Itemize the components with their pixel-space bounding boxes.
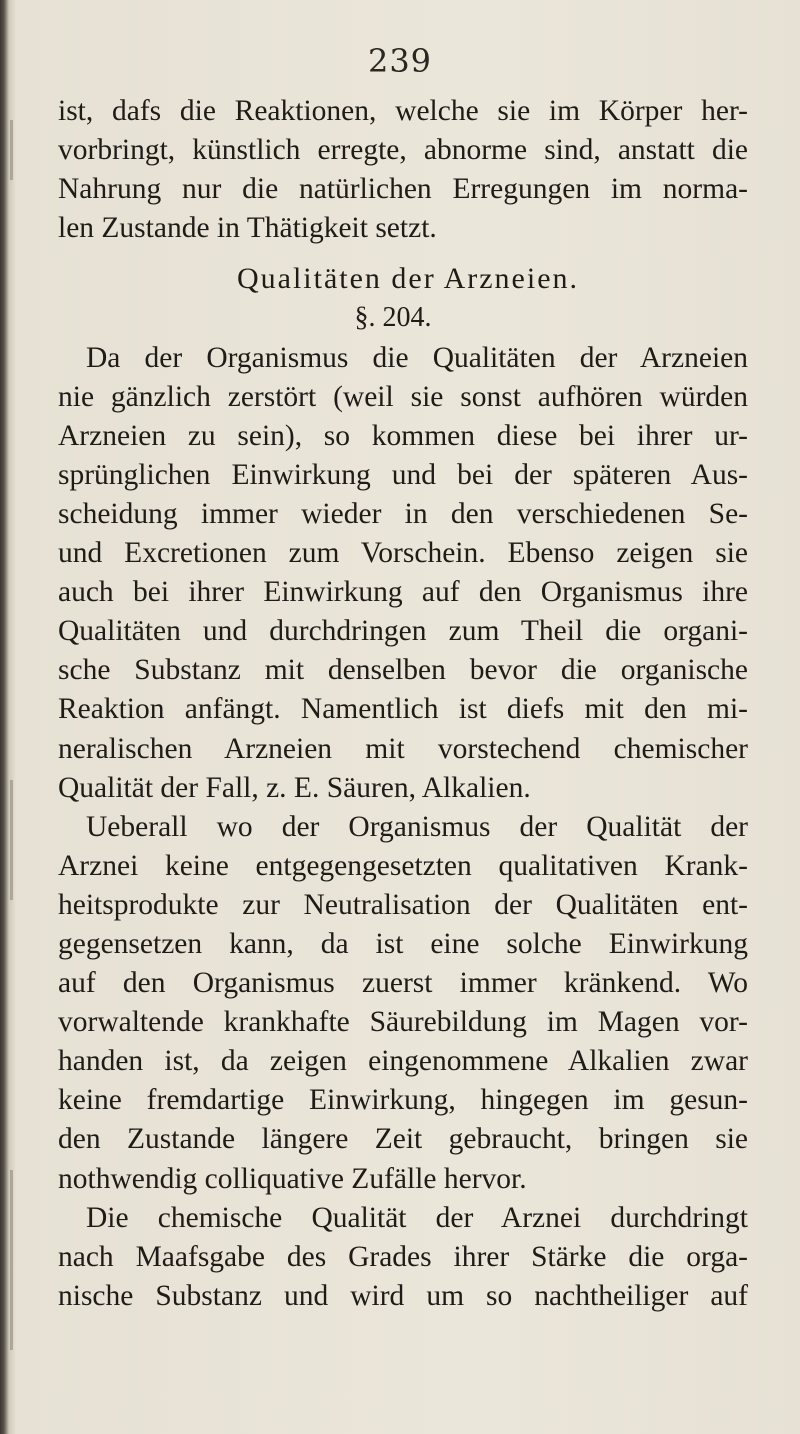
binding-shadow [10,1170,13,1350]
text-line: scheidung immer wieder in den verschiedenen Se- [58,497,748,530]
binding-shadow [10,780,13,900]
text-line: Nahrung nur die natürlichen Erregungen im norma- [58,173,748,206]
text-line: sprünglichen Einwirkung und bei der späteren Aus- [58,458,748,491]
text-line: Qualität der Fall, z. E. Säuren, Alkalien. [58,771,531,804]
page-number: 239 [367,42,433,80]
text-line: nie gänzlich zerstört (weil sie sonst aufhören würden [58,380,748,413]
text-line: heitsprodukte zur Neutralisation der Qualitäten ent- [58,888,748,921]
text-line: nach Maafsgabe des Grades ihrer Stärke die orga- [58,1240,748,1273]
text-line: auf den Organismus zuerst immer kränkend. Wo [58,967,748,1000]
text-line: Reaktion anfängt. Namentlich ist diefs mit den mi- [58,693,748,726]
text-line: Arzneien zu sein), so kommen diese bei ihrer ur- [58,419,748,452]
section-number: §. 204. [354,302,432,334]
binding-shadow [10,120,13,180]
text-line: ist, dafs die Reaktionen, welche sie im Körper her- [58,95,748,127]
text-line: nothwendig colliquative Zufälle hervor. [58,1162,527,1195]
text-line: keine fremdartige Einwirkung, hingegen im gesun- [58,1084,748,1117]
text-line: auch bei ihrer Einwirkung auf den Organismus ihre [58,576,748,609]
text-line: handen ist, da zeigen eingenommene Alkalien zwar [58,1045,748,1078]
text-line: und Excretionen zum Vorschein. Ebenso zeigen sie [58,537,748,570]
text-line: sche Substanz mit denselben bevor die organische [58,654,748,687]
text-line: Qualitäten und durchdringen zum Theil die organi- [58,615,748,648]
text-line: gegensetzen kann, da ist eine solche Einwirkung [58,927,748,960]
text-line: Arznei keine entgegengesetzten qualitativen Krank- [58,849,748,882]
body-text [58,92,748,1316]
text-line: den Zustande längere Zeit gebraucht, bringen sie [58,1123,748,1156]
text-line: len Zustande in Thätigkeit setzt. [58,212,437,245]
text-line: vorbringt, künstlich erregte, abnorme sind, anstatt die [58,134,748,167]
text-line: vorwaltende krankhafte Säurebildung im Magen vor- [58,1006,748,1039]
section-heading: Qualitäten der Arzneien. [236,262,580,296]
text-line: neralischen Arzneien mit vorstechend chemischer [58,732,748,765]
text-line: nische Substanz und wird um so nachtheiliger auf [58,1279,748,1312]
text-line: Die chemische Qualität der Arznei durchdringt [86,1201,748,1234]
text-line: Ueberall wo der Organismus der Qualität der [86,810,748,843]
text-line: Da der Organismus die Qualitäten der Arzneien [86,341,748,374]
